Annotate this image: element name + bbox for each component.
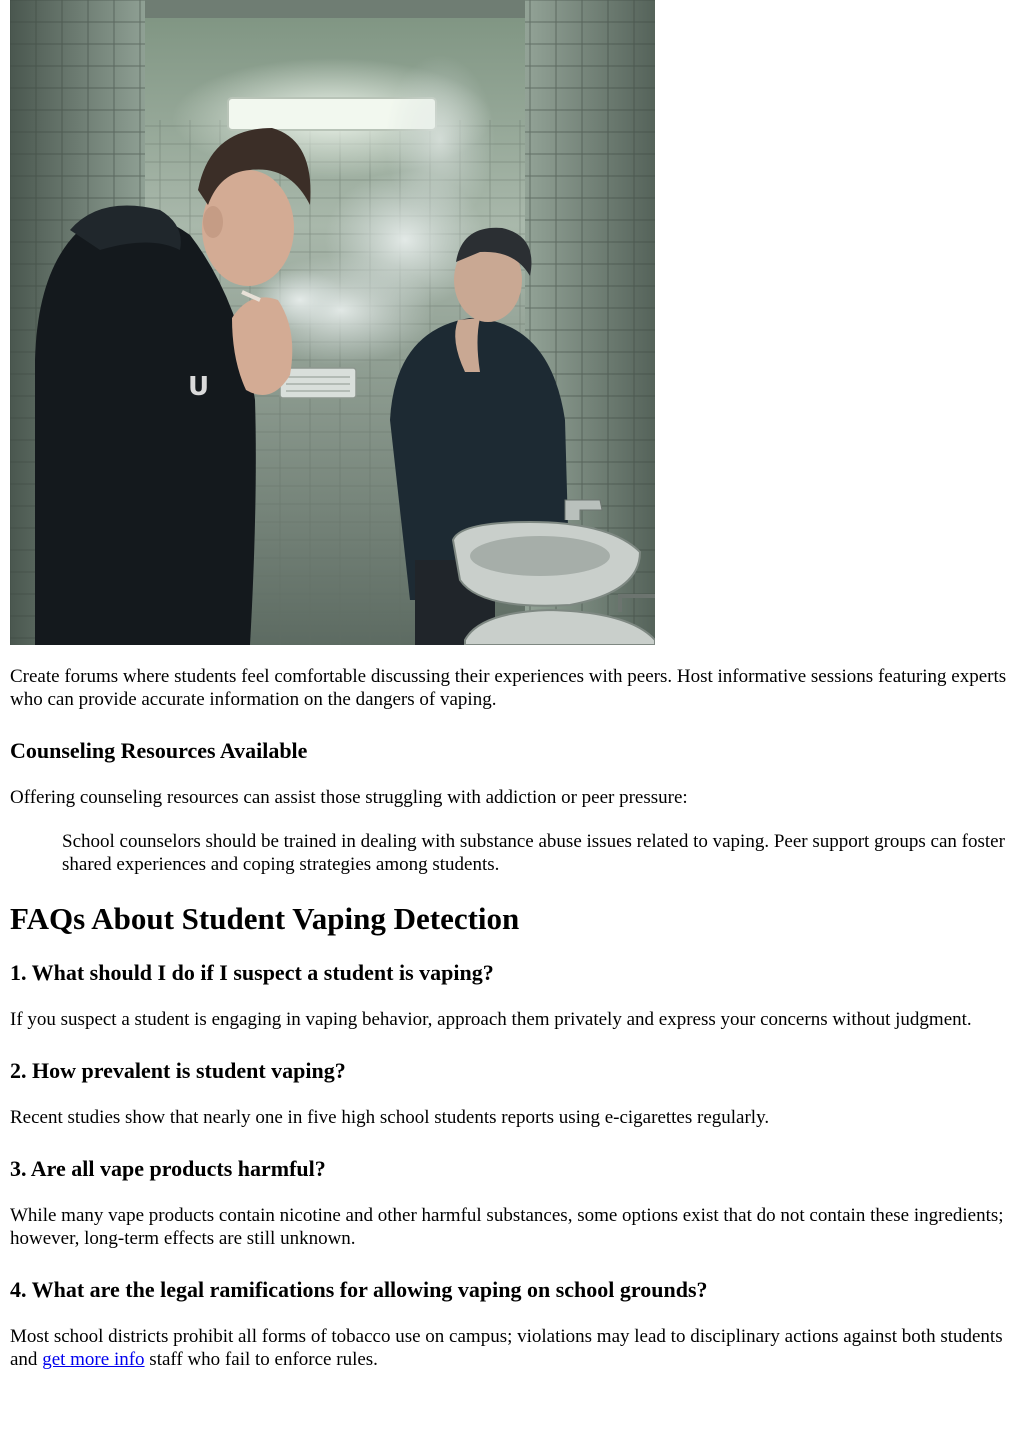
faq-answer-4-text-before: Most school districts prohibit all forms of tobacco use on campus; violations may lead to disciplinary actions against both students and <box>10 1326 1003 1370</box>
article <box>10 0 1010 1371</box>
hero-image <box>10 0 655 645</box>
counseling-intro: Offering counseling resources can assist those struggling with addiction or peer pressure: <box>10 787 688 808</box>
counseling-heading: Counseling Resources Available <box>10 738 308 763</box>
faq-question-1: 1. What should I do if I suspect a student is vaping? <box>10 960 494 985</box>
intro-paragraph: Create forums where students feel comfortable discussing their experiences with peers. Host informative sessions featuring experts who can provide accurate information on the dangers of vaping. <box>10 666 1007 710</box>
counseling-quote: School counselors should be trained in dealing with substance abuse issues related to vaping. Peer support groups can foster shared experiences and coping strategies among students. <box>62 831 1005 875</box>
faq-question-4: 4. What are the legal ramifications for allowing vaping on school grounds? <box>10 1277 708 1302</box>
svg-text:U: U <box>188 372 210 402</box>
faq-answer-4 <box>10 1325 1010 1371</box>
faq-question-2: 2. How prevalent is student vaping? <box>10 1058 346 1083</box>
faq-answer-1: If you suspect a student is engaging in vaping behavior, approach them privately and express your concerns without judgment. <box>10 1009 972 1030</box>
faq-answer-3: While many vape products contain nicotine and other harmful substances, some options exist that do not contain these ingredients; however, long-term effects are still unknown. <box>10 1205 1004 1249</box>
get-more-info-link[interactable]: get more info <box>42 1349 145 1370</box>
faqs-heading: FAQs About Student Vaping Detection <box>10 901 520 936</box>
restroom-vaping-illustration <box>10 0 655 645</box>
faq-question-3: 3. Are all vape products harmful? <box>10 1156 326 1181</box>
faq-answer-4-text-after: staff who fail to enforce rules. <box>144 1349 378 1370</box>
faq-answer-2: Recent studies show that nearly one in five high school students reports using e-cigarettes regularly. <box>10 1107 770 1128</box>
